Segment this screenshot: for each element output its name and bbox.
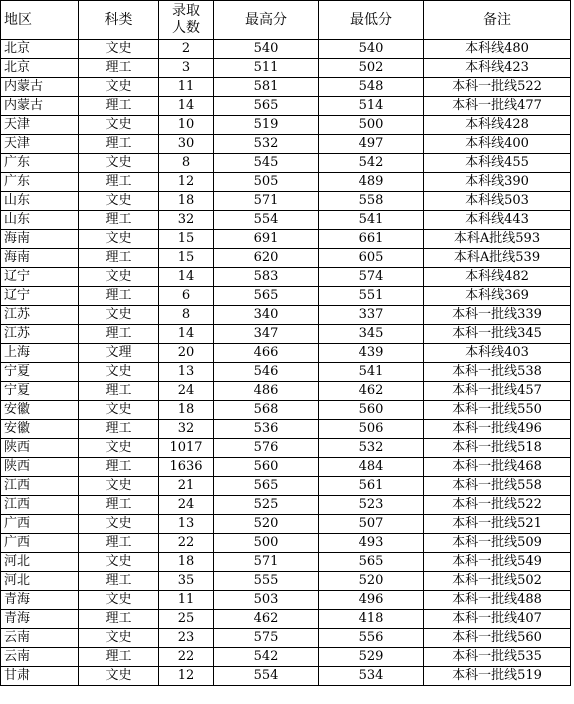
table-row [1, 439, 571, 458]
cell-max-score: 545 [214, 154, 319, 173]
cell-max-score: 486 [214, 382, 319, 401]
cell-count: 12 [159, 667, 214, 686]
table-row [1, 610, 571, 629]
table-row [1, 591, 571, 610]
cell-note: 本科一批线502 [424, 572, 571, 591]
table-row [1, 420, 571, 439]
table-row [1, 477, 571, 496]
cell-count: 8 [159, 306, 214, 325]
cell-min-score: 551 [319, 287, 424, 306]
cell-region: 江西 [1, 496, 79, 515]
cell-region: 天津 [1, 116, 79, 135]
cell-subject: 理工 [79, 325, 159, 344]
cell-min-score: 506 [319, 420, 424, 439]
cell-note: 本科一批线457 [424, 382, 571, 401]
cell-count: 6 [159, 287, 214, 306]
cell-region: 安徽 [1, 420, 79, 439]
cell-note: 本科线443 [424, 211, 571, 230]
cell-max-score: 546 [214, 363, 319, 382]
cell-subject: 理工 [79, 420, 159, 439]
cell-note: 本科线369 [424, 287, 571, 306]
cell-min-score: 558 [319, 192, 424, 211]
cell-subject: 文史 [79, 515, 159, 534]
cell-min-score: 556 [319, 629, 424, 648]
table-row [1, 553, 571, 572]
cell-region: 江苏 [1, 306, 79, 325]
cell-max-score: 466 [214, 344, 319, 363]
cell-region: 江苏 [1, 325, 79, 344]
table-row [1, 534, 571, 553]
cell-note: 本科一批线550 [424, 401, 571, 420]
cell-note: 本科一批线560 [424, 629, 571, 648]
cell-count: 20 [159, 344, 214, 363]
cell-count: 15 [159, 230, 214, 249]
cell-subject: 理工 [79, 648, 159, 667]
cell-note: 本科一批线558 [424, 477, 571, 496]
cell-note: 本科A批线593 [424, 230, 571, 249]
cell-min-score: 605 [319, 249, 424, 268]
table-body [1, 40, 571, 686]
cell-subject: 文理 [79, 344, 159, 363]
cell-count: 32 [159, 420, 214, 439]
cell-max-score: 519 [214, 116, 319, 135]
cell-note: 本科一批线407 [424, 610, 571, 629]
cell-count: 23 [159, 629, 214, 648]
cell-note: 本科线400 [424, 135, 571, 154]
cell-min-score: 574 [319, 268, 424, 287]
cell-count: 30 [159, 135, 214, 154]
cell-count: 2 [159, 40, 214, 59]
cell-subject: 理工 [79, 610, 159, 629]
cell-min-score: 532 [319, 439, 424, 458]
cell-subject: 文史 [79, 154, 159, 173]
cell-note: 本科一批线535 [424, 648, 571, 667]
table-row [1, 572, 571, 591]
cell-max-score: 500 [214, 534, 319, 553]
cell-subject: 理工 [79, 211, 159, 230]
cell-min-score: 497 [319, 135, 424, 154]
cell-subject: 理工 [79, 249, 159, 268]
cell-count: 14 [159, 97, 214, 116]
cell-count: 35 [159, 572, 214, 591]
cell-min-score: 345 [319, 325, 424, 344]
cell-min-score: 560 [319, 401, 424, 420]
table-row [1, 344, 571, 363]
header-min-score: 最低分 [319, 1, 424, 40]
cell-region: 上海 [1, 344, 79, 363]
cell-region: 河北 [1, 553, 79, 572]
cell-min-score: 502 [319, 59, 424, 78]
cell-region: 甘肃 [1, 667, 79, 686]
cell-min-score: 534 [319, 667, 424, 686]
cell-subject: 理工 [79, 458, 159, 477]
cell-max-score: 542 [214, 648, 319, 667]
cell-count: 22 [159, 648, 214, 667]
cell-count: 24 [159, 382, 214, 401]
cell-subject: 理工 [79, 59, 159, 78]
cell-count: 14 [159, 268, 214, 287]
cell-min-score: 507 [319, 515, 424, 534]
header-count-line1: 录取 [172, 3, 200, 19]
table-row [1, 648, 571, 667]
cell-note: 本科线503 [424, 192, 571, 211]
table-row [1, 78, 571, 97]
cell-min-score: 418 [319, 610, 424, 629]
cell-max-score: 347 [214, 325, 319, 344]
cell-region: 云南 [1, 629, 79, 648]
cell-subject: 文史 [79, 363, 159, 382]
cell-region: 海南 [1, 230, 79, 249]
cell-count: 18 [159, 192, 214, 211]
cell-region: 北京 [1, 40, 79, 59]
table-row [1, 667, 571, 686]
table-row [1, 268, 571, 287]
cell-count: 13 [159, 363, 214, 382]
cell-note: 本科一批线488 [424, 591, 571, 610]
cell-region: 河北 [1, 572, 79, 591]
cell-subject: 文史 [79, 553, 159, 572]
cell-max-score: 532 [214, 135, 319, 154]
table-row [1, 287, 571, 306]
cell-subject: 文史 [79, 230, 159, 249]
cell-min-score: 439 [319, 344, 424, 363]
cell-min-score: 561 [319, 477, 424, 496]
cell-subject: 理工 [79, 572, 159, 591]
cell-region: 宁夏 [1, 363, 79, 382]
cell-subject: 文史 [79, 439, 159, 458]
cell-count: 1017 [159, 439, 214, 458]
table-row [1, 306, 571, 325]
cell-subject: 理工 [79, 496, 159, 515]
table-row [1, 325, 571, 344]
cell-min-score: 484 [319, 458, 424, 477]
cell-region: 青海 [1, 591, 79, 610]
table-row [1, 192, 571, 211]
header-count-line2: 人数 [172, 20, 200, 36]
cell-note: 本科线480 [424, 40, 571, 59]
cell-min-score: 462 [319, 382, 424, 401]
cell-count: 13 [159, 515, 214, 534]
cell-note: 本科一批线509 [424, 534, 571, 553]
cell-count: 15 [159, 249, 214, 268]
cell-region: 江西 [1, 477, 79, 496]
cell-count: 12 [159, 173, 214, 192]
cell-max-score: 581 [214, 78, 319, 97]
table-row [1, 629, 571, 648]
table-row [1, 458, 571, 477]
cell-note: 本科一批线496 [424, 420, 571, 439]
table-row [1, 135, 571, 154]
cell-region: 广西 [1, 534, 79, 553]
cell-note: 本科一批线519 [424, 667, 571, 686]
cell-region: 宁夏 [1, 382, 79, 401]
cell-count: 8 [159, 154, 214, 173]
cell-note: 本科一批线538 [424, 363, 571, 382]
cell-count: 32 [159, 211, 214, 230]
header-row [1, 1, 571, 40]
cell-subject: 理工 [79, 287, 159, 306]
cell-subject: 理工 [79, 534, 159, 553]
cell-min-score: 541 [319, 363, 424, 382]
table-row [1, 154, 571, 173]
cell-note: 本科一批线549 [424, 553, 571, 572]
cell-count: 11 [159, 78, 214, 97]
cell-note: 本科一批线345 [424, 325, 571, 344]
cell-max-score: 340 [214, 306, 319, 325]
cell-region: 海南 [1, 249, 79, 268]
cell-max-score: 560 [214, 458, 319, 477]
cell-min-score: 520 [319, 572, 424, 591]
cell-max-score: 536 [214, 420, 319, 439]
cell-min-score: 661 [319, 230, 424, 249]
cell-region: 北京 [1, 59, 79, 78]
cell-max-score: 554 [214, 667, 319, 686]
cell-min-score: 514 [319, 97, 424, 116]
cell-max-score: 620 [214, 249, 319, 268]
cell-note: 本科一批线521 [424, 515, 571, 534]
cell-subject: 理工 [79, 97, 159, 116]
table-row [1, 249, 571, 268]
cell-region: 内蒙古 [1, 97, 79, 116]
cell-region: 内蒙古 [1, 78, 79, 97]
table-row [1, 363, 571, 382]
cell-max-score: 525 [214, 496, 319, 515]
cell-min-score: 489 [319, 173, 424, 192]
cell-subject: 文史 [79, 667, 159, 686]
table-row [1, 40, 571, 59]
cell-count: 11 [159, 591, 214, 610]
cell-region: 云南 [1, 648, 79, 667]
cell-note: 本科A批线539 [424, 249, 571, 268]
table-row [1, 97, 571, 116]
cell-region: 天津 [1, 135, 79, 154]
cell-subject: 理工 [79, 135, 159, 154]
table-row [1, 496, 571, 515]
cell-count: 1636 [159, 458, 214, 477]
cell-max-score: 505 [214, 173, 319, 192]
cell-min-score: 493 [319, 534, 424, 553]
cell-region: 广西 [1, 515, 79, 534]
table-row [1, 211, 571, 230]
cell-max-score: 575 [214, 629, 319, 648]
cell-min-score: 540 [319, 40, 424, 59]
cell-min-score: 565 [319, 553, 424, 572]
cell-note: 本科一批线477 [424, 97, 571, 116]
cell-count: 18 [159, 553, 214, 572]
cell-note: 本科一批线468 [424, 458, 571, 477]
cell-subject: 文史 [79, 591, 159, 610]
cell-count: 24 [159, 496, 214, 515]
header-max-score: 最高分 [214, 1, 319, 40]
cell-subject: 理工 [79, 173, 159, 192]
header-count [159, 1, 214, 40]
cell-count: 22 [159, 534, 214, 553]
cell-min-score: 337 [319, 306, 424, 325]
cell-min-score: 523 [319, 496, 424, 515]
header-region: 地区 [1, 1, 79, 40]
cell-max-score: 565 [214, 97, 319, 116]
cell-region: 辽宁 [1, 268, 79, 287]
cell-note: 本科一批线522 [424, 78, 571, 97]
cell-max-score: 511 [214, 59, 319, 78]
cell-region: 山东 [1, 211, 79, 230]
cell-max-score: 571 [214, 553, 319, 572]
cell-max-score: 565 [214, 477, 319, 496]
cell-subject: 理工 [79, 382, 159, 401]
table-row [1, 382, 571, 401]
cell-subject: 文史 [79, 192, 159, 211]
cell-subject: 文史 [79, 629, 159, 648]
cell-note: 本科线390 [424, 173, 571, 192]
cell-max-score: 555 [214, 572, 319, 591]
cell-max-score: 565 [214, 287, 319, 306]
cell-max-score: 520 [214, 515, 319, 534]
cell-region: 陕西 [1, 439, 79, 458]
cell-max-score: 691 [214, 230, 319, 249]
table-row [1, 173, 571, 192]
cell-max-score: 540 [214, 40, 319, 59]
cell-subject: 文史 [79, 401, 159, 420]
cell-min-score: 500 [319, 116, 424, 135]
cell-note: 本科一批线339 [424, 306, 571, 325]
cell-subject: 文史 [79, 477, 159, 496]
cell-subject: 文史 [79, 40, 159, 59]
cell-count: 3 [159, 59, 214, 78]
cell-region: 安徽 [1, 401, 79, 420]
cell-count: 14 [159, 325, 214, 344]
cell-max-score: 571 [214, 192, 319, 211]
cell-subject: 文史 [79, 306, 159, 325]
cell-count: 25 [159, 610, 214, 629]
table-row [1, 401, 571, 420]
cell-max-score: 462 [214, 610, 319, 629]
cell-region: 山东 [1, 192, 79, 211]
cell-note: 本科线455 [424, 154, 571, 173]
header-note: 备注 [424, 1, 571, 40]
cell-max-score: 583 [214, 268, 319, 287]
cell-count: 21 [159, 477, 214, 496]
cell-max-score: 554 [214, 211, 319, 230]
cell-count: 10 [159, 116, 214, 135]
cell-min-score: 541 [319, 211, 424, 230]
cell-subject: 文史 [79, 78, 159, 97]
table-row [1, 116, 571, 135]
cell-note: 本科线482 [424, 268, 571, 287]
cell-region: 陕西 [1, 458, 79, 477]
cell-note: 本科一批线522 [424, 496, 571, 515]
cell-min-score: 542 [319, 154, 424, 173]
cell-subject: 文史 [79, 268, 159, 287]
cell-min-score: 529 [319, 648, 424, 667]
cell-region: 广东 [1, 173, 79, 192]
cell-region: 辽宁 [1, 287, 79, 306]
cell-max-score: 568 [214, 401, 319, 420]
cell-count: 18 [159, 401, 214, 420]
cell-subject: 文史 [79, 116, 159, 135]
cell-region: 青海 [1, 610, 79, 629]
cell-note: 本科线403 [424, 344, 571, 363]
cell-region: 广东 [1, 154, 79, 173]
cell-note: 本科线423 [424, 59, 571, 78]
table-row [1, 59, 571, 78]
cell-note: 本科一批线518 [424, 439, 571, 458]
cell-min-score: 496 [319, 591, 424, 610]
cell-max-score: 503 [214, 591, 319, 610]
cell-max-score: 576 [214, 439, 319, 458]
cell-min-score: 548 [319, 78, 424, 97]
cell-note: 本科线428 [424, 116, 571, 135]
table-row [1, 230, 571, 249]
header-subject: 科类 [79, 1, 159, 40]
table-row [1, 515, 571, 534]
